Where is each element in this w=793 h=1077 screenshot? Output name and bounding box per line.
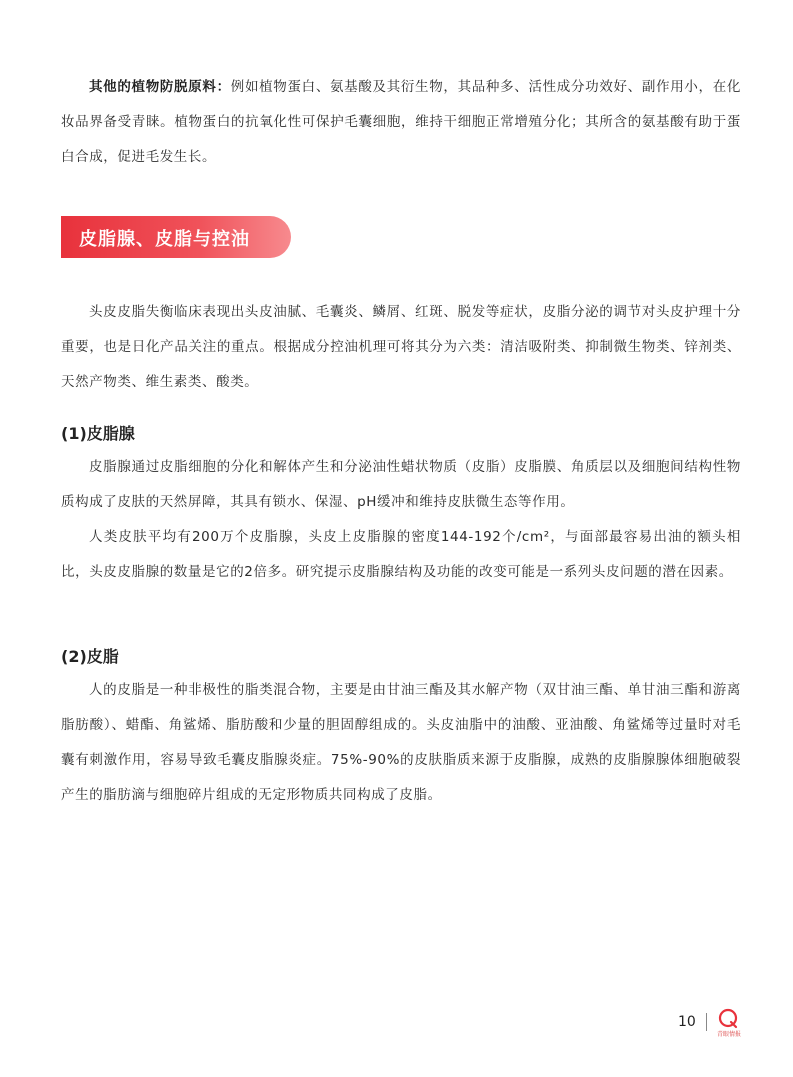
intro-text: 例如植物蛋白、氨基酸及其衍生物，其品种多、活性成分功效好、副作用小，在化妆品界备受青睐。植物蛋白的抗氧化性可保护毛囊细胞，维持干细胞正常增殖分化；其所含的氨基酸有助于蛋白合成，促进毛发生长。 xyxy=(61,79,742,165)
subheading-sebum: (2)皮脂 xyxy=(61,647,119,666)
intro-lead: 其他的植物防脱原料： xyxy=(89,79,231,95)
section-intro-paragraph: 头皮皮脂失衡临床表现出头皮油腻、毛囊炎、鳞屑、红斑、脱发等症状，皮脂分泌的调节对头皮护理十分重要，也是日化产品关注的重点。根据成分控油机理可将其分为六类：清洁吸附类、抑制微生物类、锌剂类、天然产物类、维生素类、酸类。 xyxy=(61,304,741,390)
sebaceous-gland-paragraph-2: 人类皮肤平均有200万个皮脂腺，头皮上皮脂腺的密度144-192个/cm²，与面部最容易出油的额头相比，头皮皮脂腺的数量是它的2倍多。研究提示皮脂腺结构及功能的改变可能是一系列头皮问题的潜在因素。 xyxy=(61,529,741,580)
q-circle-logo-icon xyxy=(714,1008,742,1038)
section-banner xyxy=(61,216,291,258)
subheading-sebaceous-gland: (1)皮脂腺 xyxy=(61,424,135,443)
logo-text: 青眼情报 xyxy=(716,1031,741,1038)
intro-paragraph xyxy=(61,70,741,175)
sebum-paragraph: 人的皮脂是一种非极性的脂类混合物，主要是由甘油三酯及其水解产物（双甘油三酯、单甘油三酯和游离脂肪酸）、蜡酯、角鲨烯、脂肪酸和少量的胆固醇组成的。头皮油脂中的油酸、亚油酸、角鲨烯等过量时对毛囊有刺激作用，容易导致毛囊皮脂腺炎症。75%-90%的皮肤脂质来源于皮脂腺，成熟的皮脂腺腺体细胞破裂产生的脂肪滴与细胞碎片组成的无定形物质共同构成了皮脂。 xyxy=(61,682,741,803)
section-title: 皮脂腺、皮脂与控油 xyxy=(79,229,250,250)
page-number: 10 xyxy=(678,1014,696,1030)
footer-divider xyxy=(706,1013,707,1031)
logo-mark xyxy=(714,1008,742,1030)
sebaceous-gland-paragraph-1: 皮脂腺通过皮脂细胞的分化和解体产生和分泌油性蜡状物质（皮脂）皮脂膜、角质层以及细胞间结构性物质构成了皮肤的天然屏障，其具有锁水、保湿、pH缓冲和维持皮肤微生态等作用。 xyxy=(61,459,741,510)
